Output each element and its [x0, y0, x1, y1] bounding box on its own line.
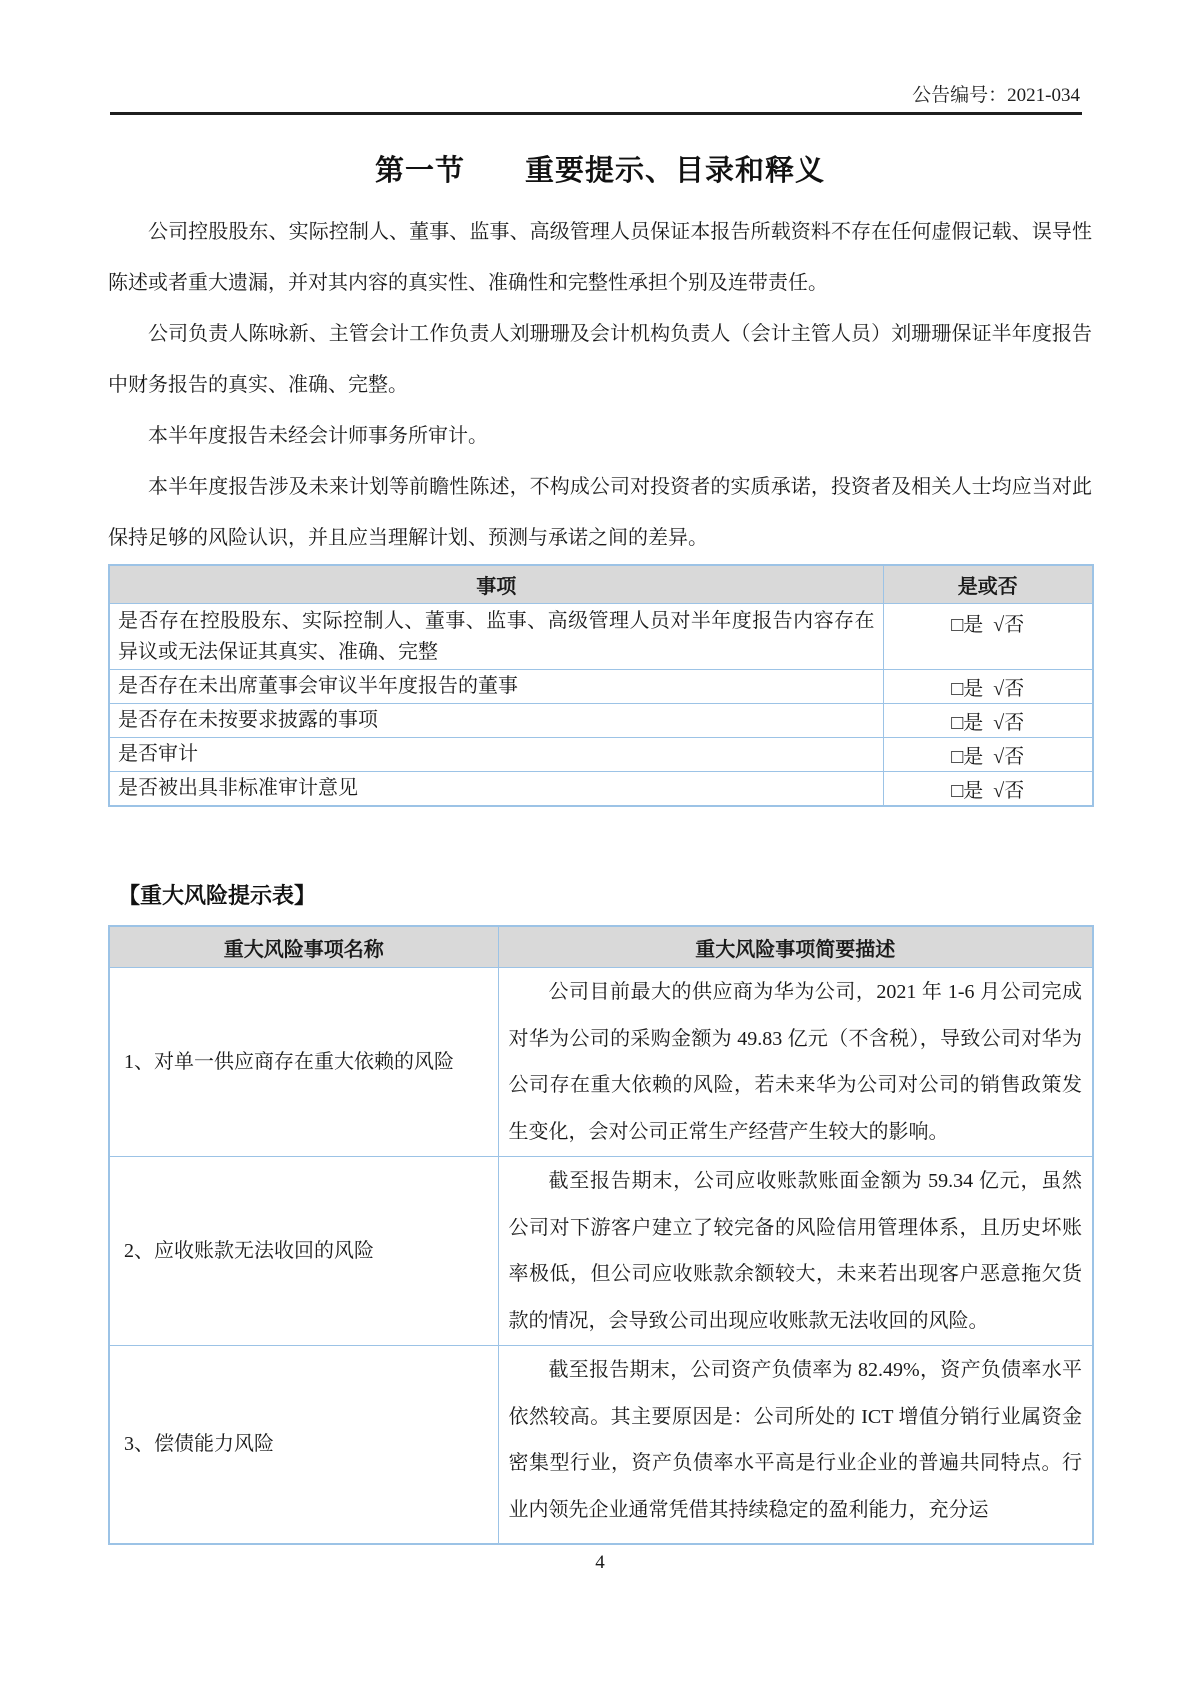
answer-cell: □是 √否	[883, 670, 1093, 704]
paragraph-unaudited: 本半年度报告未经会计师事务所审计。	[148, 425, 488, 447]
intro-paragraphs	[108, 207, 1092, 564]
page-title: 第一节 重要提示、目录和释义	[374, 155, 825, 187]
items-table	[108, 564, 1094, 807]
table-row	[109, 670, 1093, 704]
table-row	[109, 738, 1093, 772]
risk-name-cell: 1、对单一供应商存在重大依赖的风险	[109, 968, 498, 1157]
risk-name-cell: 3、偿债能力风险	[109, 1346, 498, 1544]
risk-header-description: 重大风险事项简要描述	[498, 926, 1093, 968]
table-row	[109, 772, 1093, 807]
header-divider	[110, 112, 1082, 115]
risk-table	[108, 925, 1094, 1545]
risk-row-solvency	[109, 1346, 1093, 1544]
table-row	[109, 604, 1093, 670]
item-cell: 是否审计	[109, 738, 883, 772]
document-body	[108, 207, 1092, 1545]
risk-name-cell: 2、应收账款无法收回的风险	[109, 1157, 498, 1346]
item-cell: 是否存在未出席董事会审议半年度报告的董事	[109, 670, 883, 704]
answer-cell: □是 √否	[883, 738, 1093, 772]
risk-section-title: 【重大风险提示表】	[118, 883, 317, 908]
risk-description-cell: 公司目前最大的供应商为华为公司，2021 年 1-6 月公司完成对华为公司的采购金额为 49.83 亿元（不含税），导致公司对华为公司存在重大依赖的风险，若未来华为公司对公司的销售政策发生变化，会对公司正常生产经营产生较大的影响。	[498, 968, 1093, 1157]
announcement-number: 公告编号：2021-034	[912, 85, 1080, 106]
risk-description-cell: 截至报告期末，公司应收账款账面金额为 59.34 亿元，虽然公司对下游客户建立了较完备的风险信用管理体系，且历史坏账率极低，但公司应收账款余额较大，未来若出现客户恶意拖欠货款的情况，会导致公司出现应收账款无法收回的风险。	[498, 1157, 1093, 1346]
answer-cell: □是 √否	[883, 604, 1093, 670]
item-cell: 是否存在未按要求披露的事项	[109, 704, 883, 738]
answer-cell: □是 √否	[883, 772, 1093, 807]
answer-cell: □是 √否	[883, 704, 1093, 738]
page-header	[0, 0, 1200, 107]
items-header-item: 事项	[109, 565, 883, 604]
risk-row-receivables	[109, 1157, 1093, 1346]
risk-description-cell: 截至报告期末，公司资产负债率为 82.49%，资产负债率水平依然较高。其主要原因是：公司所处的 ICT 增值分销行业属资金密集型行业，资产负债率水平高是行业企业的普遍共同特点。行业内领先企业通常凭借其持续稳定的盈利能力，充分运	[498, 1346, 1093, 1544]
item-cell: 是否被出具非标准审计意见	[109, 772, 883, 807]
item-cell: 是否存在控股股东、实际控制人、董事、监事、高级管理人员对半年度报告内容存在异议或无法保证其真实、准确、完整	[109, 604, 883, 670]
page-number: 4	[595, 1552, 605, 1573]
items-table-header-row	[109, 565, 1093, 604]
risk-row-supplier-dependency	[109, 968, 1093, 1157]
paragraph-forward-looking: 本半年度报告涉及未来计划等前瞻性陈述，不构成公司对投资者的实质承诺，投资者及相关人士均应当对此保持足够的风险认识，并且应当理解计划、预测与承诺之间的差异。	[108, 476, 1092, 549]
paragraph-responsible-persons: 公司负责人陈咏新、主管会计工作负责人刘珊珊及会计机构负责人（会计主管人员）刘珊珊保证半年度报告中财务报告的真实、准确、完整。	[108, 323, 1092, 396]
risk-header-name: 重大风险事项名称	[109, 926, 498, 968]
paragraph-commitment: 公司控股股东、实际控制人、董事、监事、高级管理人员保证本报告所载资料不存在任何虚假记载、误导性陈述或者重大遗漏，并对其内容的真实性、准确性和完整性承担个别及连带责任。	[108, 221, 1092, 294]
table-row	[109, 704, 1093, 738]
items-header-yesno: 是或否	[883, 565, 1093, 604]
risk-table-header-row	[109, 926, 1093, 968]
